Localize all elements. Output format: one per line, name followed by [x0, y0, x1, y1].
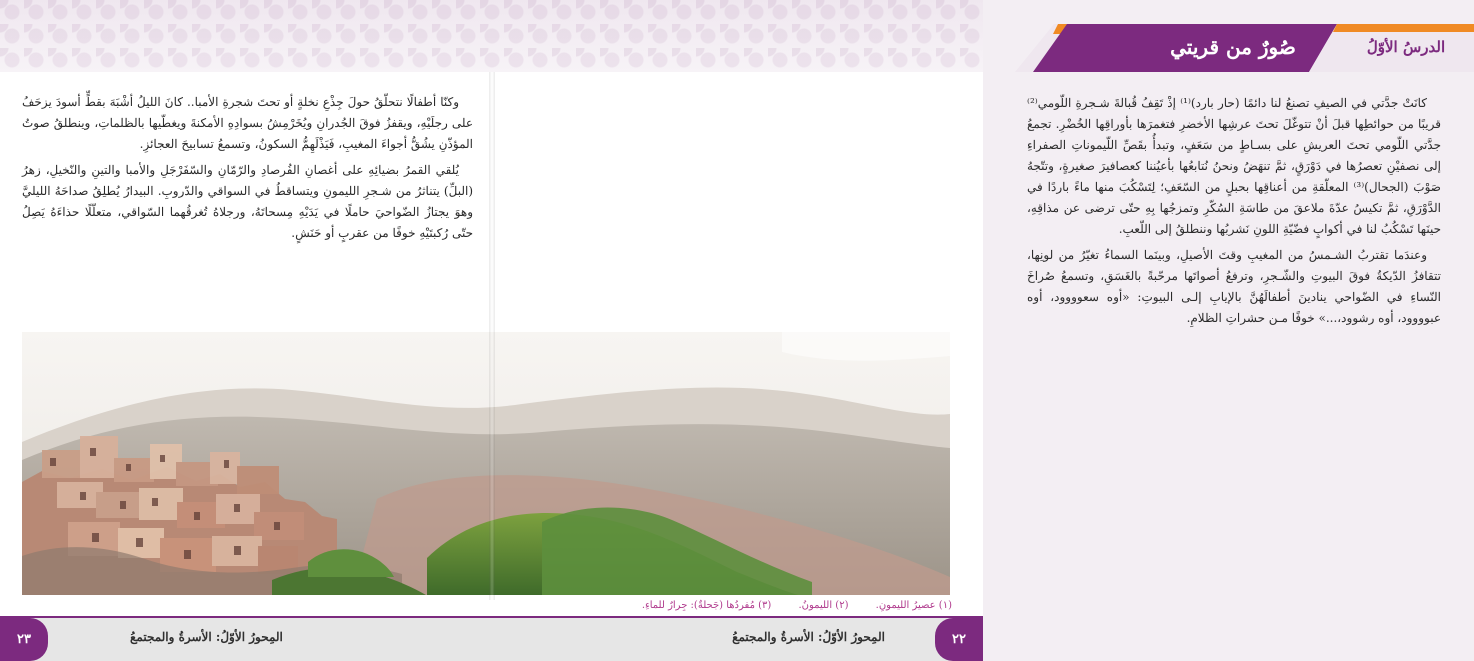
footnote-1: (١) عصيرُ الليمونِ. — [875, 600, 952, 611]
right-page-text — [1027, 93, 1441, 334]
lesson-header-band — [1015, 24, 1474, 72]
left-paragraph-1: وكنّا أطفالًا نتحلّقُ حولَ جِذْعِ نخلةٍ أو تحتَ شجرةِ الأمبا.. كانَ الليلُ أشْبَهَ بقطٍّ أسودَ يزحَفُ على رجلَيْهِ، ويقفزُ فوقَ الجُدرانِ ويُخَرْمِشُ بسوادِهِ الأمكنةَ ويغطّيها بالظلماتِ، وينطلقُ صوتُ المؤذّنِ يشُقُّ أجواءَ المغيبِ، فَيَذْلَهِمُّ السكونُ، وتسمعُ تسابيحَ العجائزِ. — [22, 95, 473, 151]
right-page-footer — [491, 616, 983, 661]
footnotes — [612, 600, 952, 616]
right-footer-text: المِحورُ الأوّلُ: الأسرةُ والمجتمعُ — [732, 630, 885, 644]
left-page-number: ٢٣ — [0, 618, 48, 661]
right-paragraph-1: كانَتْ جدَّتي في الصيفِ تصنعُ لنا دائمًا (حار بارد)⁽¹⁾ إذْ تَقِفُ قُبالةَ شـجرةِ اللّومي⁽²⁾ قريبًا من حوائطِها قبلَ أنْ تتوغّلَ تحتَ عرشِها الأخضرِ فتغمرَها بأوراقِها الخُضْرِ. تجمعُ جدَّتي اللّومي تحتَ العريشِ على بسـاطٍ من سَعَفٍ، وتبدأُ بقَصِّ اللّيموناتِ الصفراءِ إلى نصفيْنِ تعصرُها في دَوْرَقٍ، ثمَّ تنهَضُ ونحنُ نُتابعُها بأعيُننا كعصافيرَ صغيرةٍ، وتتّجهُ صَوْبَ (الجحال)⁽³⁾ المعلّقةِ من أعناقِها بحبلٍ من السّعَفِ؛ لِتَسْكُبَ منها ماءً باردًا في الدَّوْرَقِ، ثمَّ تكيسُ عدّةَ ملاعقَ من طاسَةِ السُكّرِ وتمزجُها بِهِ حتّى ترضى عن مذاقِهِ، حينَها تَسْكُبُ لنا في أكوابٍ فضّيّةِ اللونِ نَشربُها وننطلقُ إلى اللّعبِ. — [1027, 96, 1441, 236]
footnote-3: (٣) مُفردُها (جَحلةٌ): جِرارٌ للماءِ. — [641, 600, 772, 611]
book-fold — [489, 72, 495, 600]
left-page-footer — [0, 616, 491, 661]
village-illustration — [22, 332, 950, 595]
right-paragraph-2: وعندَما تقتربُ الشـمسُ من المغيبِ وقتَ الأصيلِ، وبينَما السماءُ تغيّرُ من لونِها، تتقافزُ الدّيكةُ فوقَ البيوتِ والشّـجرِ، وترفعُ أصواتَها مرحّبةً بالغَسَقِ، وتسمعُ صُراخَ النّساءِ في الضّواحي ينادينَ أطفالَهُنَّ بالإيابِ إلـى البيوتِ: «أوه سعوووود، أوه عبوووود، أوه رشوود،...» خوفًا مـن حشراتِ الظلامِ. — [1027, 248, 1441, 325]
left-paragraph-2: يُلقي القمرُ بضيائِهِ على أغصانِ الفُرصادِ والرّمّانِ والسّفَرْجَلِ والأمبا والتينِ والنّخيلِ، زهرُ (البلِّ) يتناثرُ من شـجرِ الليمونِ ويتساقطُ في السواقي والدّروبِ. البيدارُ يُطلِقُ صداحَهُ الليليَّ وهوَ يجتازُ الضّواحيَ حاملًا في يَدَيْهِ مِسحاتَهُ، ورجلاهُ تُغرقُهما السّواقي، متعلّلًا حذاءَهُ يَصِلُ حتّى رُكبتَيْهِ خوفًا من عقربٍ أو حَنَشٍ. — [22, 163, 473, 240]
watercolor-village-image — [22, 332, 950, 595]
lesson-label: الدرسُ الأوّلُ — [1366, 38, 1446, 56]
footnote-2: (٢) الليمونُ. — [798, 600, 849, 611]
right-page-number: ٢٢ — [935, 618, 983, 661]
lesson-title: صُورٌ من قريتي — [1170, 35, 1296, 59]
left-page-text — [22, 92, 473, 249]
left-footer-text: المِحورُ الأوّلُ: الأسرةُ والمجتمعُ — [130, 630, 283, 644]
